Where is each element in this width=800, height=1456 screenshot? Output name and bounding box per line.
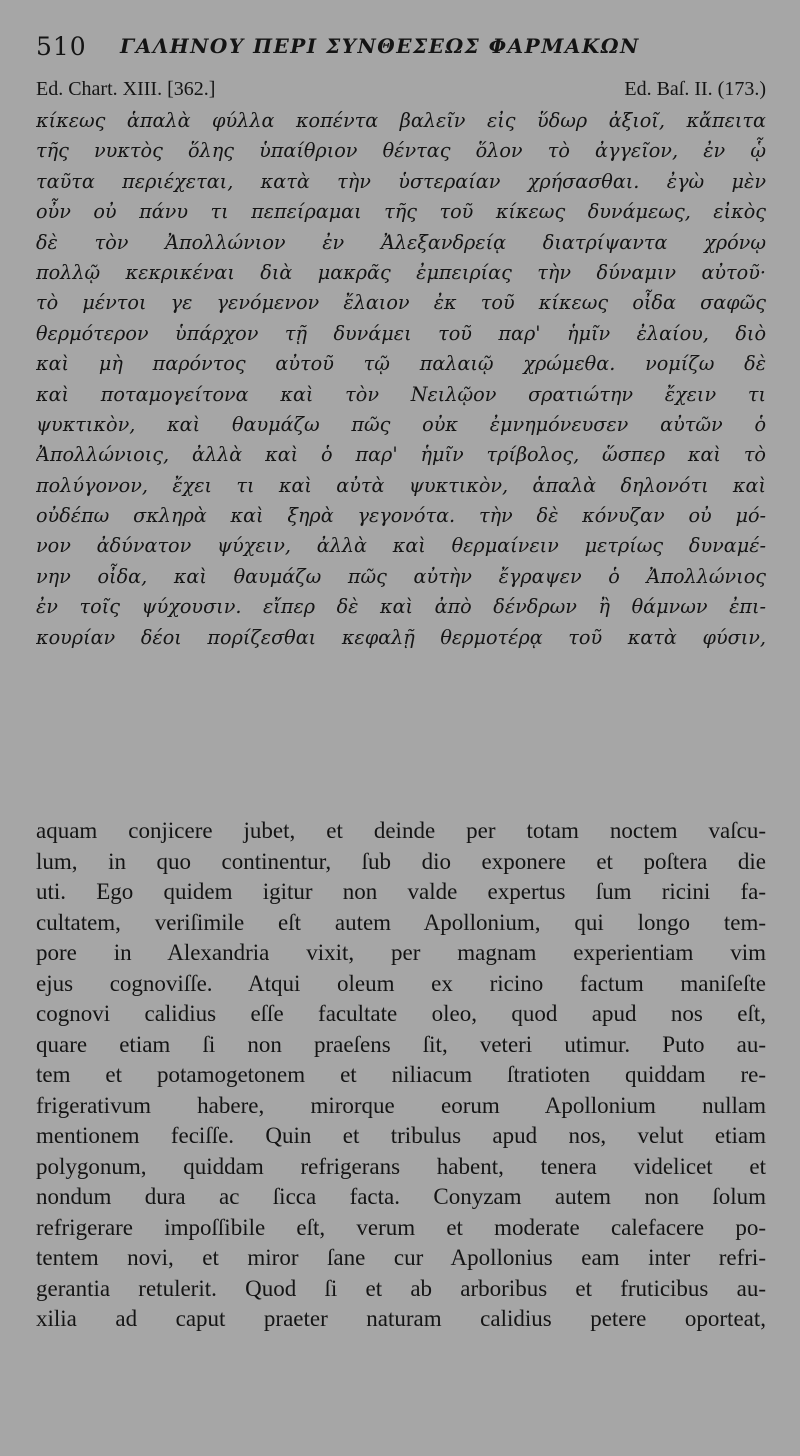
latin-text-line: xilia ad caput praeter naturam calidius petere oporteat, <box>36 1306 766 1331</box>
greek-text-line: πολύγονον, ἔχει τι καὶ αὐτὰ ψυκτικὸν, ἁπαλὰ δηλονότι καὶ <box>36 473 766 497</box>
latin-text-line: pore in Alexandria vixit, per magnam experientiam vim <box>36 940 766 965</box>
greek-text-block <box>36 106 766 653</box>
greek-text-line: καὶ μὴ παρόντος αὐτοῦ τῷ παλαιῷ χρώμεθα. νομίζω δὲ <box>36 352 766 376</box>
edition-reference-left: Ed. Chart. XIII. [362.] <box>36 78 216 100</box>
latin-text-line: gerantia retulerit. Quod ſi et ab arboribus et fruticibus au- <box>36 1275 766 1301</box>
latin-text-line: cognovi calidius eſſe facultate oleo, quod apud nos eſt, <box>36 1001 766 1026</box>
latin-text-line: tentem novi, et miror ſane cur Apollonius eam inter refri- <box>36 1245 766 1270</box>
greek-text-line: οὖν οὐ πάνυ τι πεπείραμαι τῆς τοῦ κίκεως δυνάμεως, εἰκὸς <box>36 200 766 224</box>
latin-text-line: uti. Ego quidem igitur non valde expertus ſum ricini fa- <box>36 879 766 904</box>
page-number: 510 <box>36 32 87 61</box>
latin-text-line: quare etiam ſi non praeſens ſit, veteri utimur. Puto au- <box>36 1031 766 1057</box>
edition-reference-right: Ed. Baſ. II. (173.) <box>624 78 766 100</box>
greek-text-line: πολλῷ κεκρικέναι διὰ μακρᾶς ἐμπειρίας τὴν δύναμιν αὐτοῦ· <box>36 260 766 284</box>
running-head <box>36 28 766 64</box>
greek-text-line: κουρίαν δέοι πορίζεσθαι κεφαλῇ θερμοτέρᾳ τοῦ κατὰ φύσιν, <box>36 625 766 649</box>
greek-text-line: κίκεως ἁπαλὰ φύλλα κοπέντα βαλεῖν εἰς ὕδωρ ἀξιοῖ, κἄπειτα <box>36 109 766 132</box>
edition-references <box>36 78 766 104</box>
greek-text-line: τὸ μέντοι γε γενόμενον ἔλαιον ἐκ τοῦ κίκεως οἶδα σαφῶς <box>36 291 766 315</box>
latin-text-line: refrigerare impoſſibile eſt, verum et moderate calefacere po- <box>36 1214 766 1240</box>
greek-text-line: ταῦτα περιέχεται, κατὰ τὴν ὑστεραίαν χρήσασθαι. ἐγὼ μὲν <box>36 169 766 193</box>
latin-text-line: polygonum, quiddam refrigerans habent, tenera videlicet et <box>36 1153 766 1179</box>
latin-text-line: cultatem, veriſimile eſt autem Apollonium, qui longo tem- <box>36 909 766 935</box>
running-title: ΓΑΛΗΝΟΥ ΠΕΡΙ ΣΥΝΘΕΣΕΩΣ ΦΑΡΜΑΚΩΝ <box>120 34 640 58</box>
latin-text-block <box>36 816 766 1335</box>
greek-text-line: ἐν τοῖς ψύχουσιν. εἴπερ δὲ καὶ ἀπὸ δένδρων ἢ θάμνων ἐπι- <box>36 595 766 619</box>
greek-text-line: τῆς νυκτὸς ὅλης ὑπαίθριον θέντας ὅλον τὸ ἀγγεῖον, ἐν ᾧ <box>36 139 766 163</box>
greek-text-line: νον ἀδύνατον ψύχειν, ἀλλὰ καὶ θερμαίνειν μετρίως δυναμέ- <box>36 534 766 558</box>
latin-text-line: lum, in quo continentur, ſub dio exponere et poſtera die <box>36 848 766 874</box>
greek-text-line: ψυκτικὸν, καὶ θαυμάζω πῶς οὐκ ἐμνημόνευσεν αὐτῶν ὁ <box>36 412 766 436</box>
latin-text-line: nondum dura ac ſicca facta. Conyzam autem non ſolum <box>36 1184 766 1209</box>
greek-text-line: καὶ ποταμογείτονα καὶ τὸν Νειλῷον σρατιώτην ἔχειν τι <box>36 382 766 406</box>
greek-text-line: νην οἶδα, καὶ θαυμάζω πῶς αὐτὴν ἔγραψεν ὁ Ἀπολλώνιος <box>36 564 766 588</box>
latin-text-line: mentionem feciſſe. Quin et tribulus apud nos, velut etiam <box>36 1123 766 1148</box>
greek-text-line: Ἀπολλώνιοις, ἀλλὰ καὶ ὁ παρ' ἡμῖν τρίβολος, ὥσπερ καὶ τὸ <box>36 443 766 467</box>
latin-text-line: frigerativum habere, mirorque eorum Apollonium nullam <box>36 1092 766 1118</box>
latin-text-line: ejus cognoviſſe. Atqui oleum ex ricino factum maniſeſte <box>36 970 766 996</box>
greek-text-line: οὐδέπω σκληρὰ καὶ ξηρὰ γεγονότα. τὴν δὲ κόνυζαν οὐ μό- <box>36 504 766 528</box>
latin-text-line: aquam conjicere jubet, et deinde per totam noctem vaſcu- <box>36 818 766 843</box>
latin-text-line: tem et potamogetonem et niliacum ſtratioten quiddam re- <box>36 1062 766 1087</box>
greek-text-line: θερμότερον ὑπάρχον τῇ δυνάμει τοῦ παρ' ἡμῖν ἐλαίου, διὸ <box>36 321 766 345</box>
greek-text-line: δὲ τὸν Ἀπολλώνιον ἐν Ἀλεξανδρείᾳ διατρίψαντα χρόνῳ <box>36 230 766 254</box>
